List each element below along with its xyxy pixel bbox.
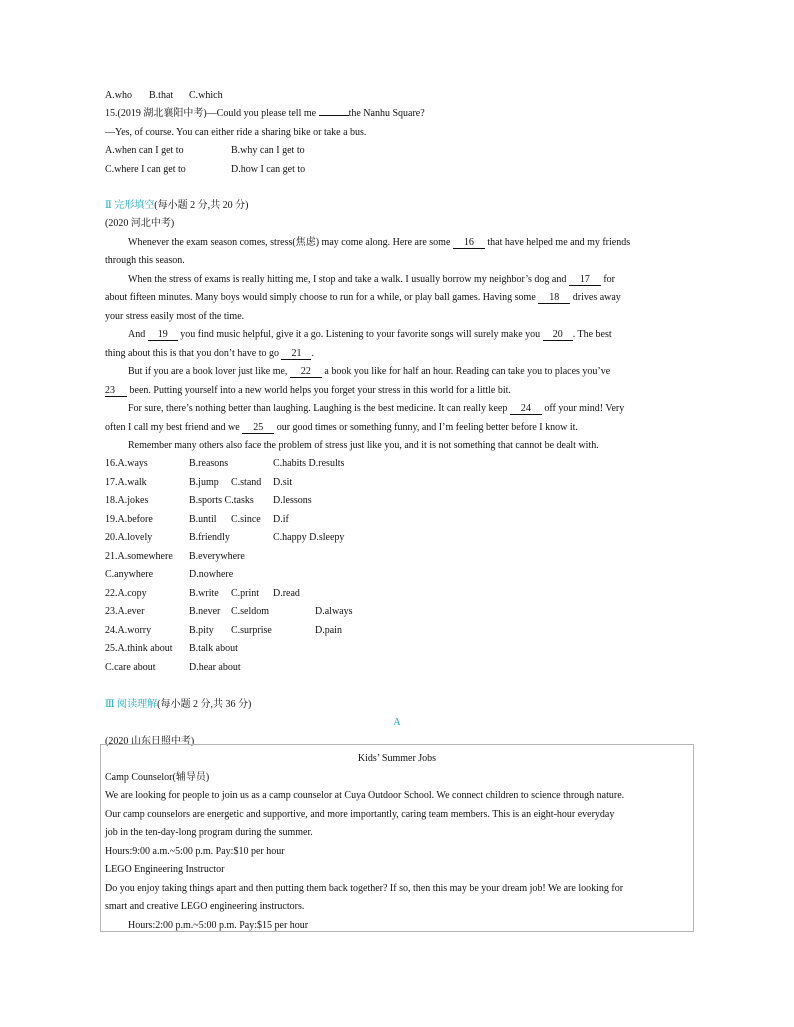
job-1-desc: Our camp counselors are energetic and supportive, and more importantly, caring team members. This is an eight-hour everyday — [105, 809, 615, 820]
option-19-c: C.since — [231, 514, 261, 525]
option-23-c: C.seldom — [231, 606, 270, 617]
passage-line: your stress easily most of the time. — [105, 311, 245, 322]
option-17-a: 17.A.walk — [105, 477, 147, 488]
blank-18: 18 — [538, 292, 570, 304]
box-title: Kids’ Summer Jobs — [357, 753, 437, 764]
blank-24: 24 — [510, 403, 542, 415]
passage-text: a book you like for half an hour. Reading can take you to places you’ve — [321, 366, 611, 377]
option-14-c: C.which — [189, 90, 223, 101]
passage-line — [105, 292, 621, 304]
section-2-score: (每小题 2 分,共 20 分) — [154, 200, 249, 211]
option-22-d: D.read — [273, 588, 300, 599]
option-19-a: 19.A.before — [105, 514, 153, 525]
option-24-c: C.surprise — [231, 625, 272, 636]
passage-line: Remember many others also face the problem of stress just like you, and it is not something that cannot be dealt with. — [128, 440, 599, 451]
option-23-a: 23.A.ever — [105, 606, 145, 617]
blank-21: 21 — [281, 348, 311, 360]
passage-text: When the stress of exams is really hitting me, I stop and take a walk. I usually borrow my neighbor’s dog and — [128, 274, 569, 285]
option-19-b: B.until — [189, 514, 217, 525]
job-2-hours: Hours:2:00 p.m.~5:00 p.m. Pay:$15 per hour — [128, 920, 309, 931]
option-25-a: 25.A.think about — [105, 643, 173, 654]
option-19-d: D.if — [273, 514, 289, 525]
passage-text: for — [600, 274, 616, 285]
option-22-b: B.write — [189, 588, 219, 599]
option-24-a: 24.A.worry — [105, 625, 152, 636]
passage-text: . The best — [572, 329, 612, 340]
passage-line — [105, 385, 511, 397]
option-15-d: D.how I can get to — [231, 164, 306, 175]
question-15-blank — [319, 115, 349, 116]
passage-text: about fifteen minutes. Many boys would simply choose to run for a while, or play ball games. Having some — [105, 292, 539, 303]
job-1-desc: We are looking for people to join us as a camp counselor at Cuya Outdoor School. We connect children to science through nature. — [105, 790, 625, 801]
job-2-desc: smart and creative LEGO engineering instructors. — [105, 901, 305, 912]
question-15-text-end: the Nanhu Square? — [348, 108, 425, 119]
passage-text: . — [311, 348, 314, 359]
blank-20: 20 — [543, 329, 573, 341]
passage-line: through this season. — [105, 255, 185, 266]
passage-text: you find music helpful, give it a go. Listening to your favorite songs will surely make you — [177, 329, 543, 340]
option-21-a: 21.A.somewhere — [105, 551, 173, 562]
passage-line — [128, 329, 612, 341]
job-1-title: Camp Counselor(辅导员) — [105, 772, 210, 783]
passage-text: been. Putting yourself into a new world helps you forget your stress in this world for a little bit. — [127, 385, 511, 396]
passage-text: our good times or something funny, and I’m feeling better before I know it. — [274, 422, 578, 433]
option-18-d: D.lessons — [273, 495, 312, 506]
passage-text: Whenever the exam season comes, stress(焦虑) may come along. Here are some — [128, 237, 453, 248]
option-22-a: 22.A.copy — [105, 588, 147, 599]
section-3-part-label: A — [393, 717, 401, 728]
passage-line — [128, 237, 630, 249]
option-18-a: 18.A.jokes — [105, 495, 149, 506]
option-17-d: D.sit — [273, 477, 293, 488]
passage-line — [128, 274, 615, 286]
option-20-b: B.friendly — [189, 532, 230, 543]
question-15-text: 15.(2019 湖北襄阳中考)—Could you please tell me — [105, 108, 319, 119]
option-15-a: A.when can I get to — [105, 145, 184, 156]
blank-22: 22 — [290, 366, 322, 378]
blank-25: 25 — [242, 422, 274, 434]
option-18-bc: B.sports C.tasks — [189, 495, 254, 506]
job-2-desc: Do you enjoy taking things apart and then putting them back together? If so, then this may be your dream job! We are looking for — [105, 883, 624, 894]
option-23-b: B.never — [189, 606, 221, 617]
option-21-b: B.everywhere — [189, 551, 245, 562]
option-15-c: C.where I can get to — [105, 164, 186, 175]
passage-text: And — [128, 329, 148, 340]
option-14-b: B.that — [149, 90, 174, 101]
passage-line — [128, 403, 624, 415]
blank-23: 23 — [105, 385, 127, 397]
option-24-b: B.pity — [189, 625, 214, 636]
option-17-b: B.jump — [189, 477, 219, 488]
blank-19: 19 — [148, 329, 178, 341]
option-21-c: C.anywhere — [105, 569, 154, 580]
section-3-score: (每小题 2 分,共 36 分) — [157, 699, 252, 710]
option-21-d: D.nowhere — [189, 569, 234, 580]
passage-text: But if you are a book lover just like me, — [128, 366, 290, 377]
option-20-cd: C.happy D.sleepy — [273, 532, 345, 543]
passage-line — [128, 366, 610, 378]
option-16-a: 16.A.ways — [105, 458, 148, 469]
passage-text: thing about this is that you don’t have to go — [105, 348, 282, 359]
section-3-heading — [105, 699, 251, 711]
passage-text: off your mind! Very — [541, 403, 625, 414]
option-25-b: B.talk about — [189, 643, 238, 654]
job-1-hours: Hours:9:00 a.m.~5:00 p.m. Pay:$10 per hour — [105, 846, 285, 857]
option-20-a: 20.A.lovely — [105, 532, 153, 543]
question-15-reply: —Yes, of course. You can either ride a sharing bike or take a bus. — [105, 127, 367, 138]
option-16-b: B.reasons — [189, 458, 229, 469]
passage-text: often I call my best friend and we — [105, 422, 243, 433]
option-25-c: C.care about — [105, 662, 156, 673]
option-23-d: D.always — [315, 606, 353, 617]
passage-text: drives away — [570, 292, 621, 303]
section-2-source: (2020 河北中考) — [105, 218, 175, 229]
blank-16: 16 — [453, 237, 485, 249]
option-17-c: C.stand — [231, 477, 262, 488]
question-15-stem — [105, 108, 425, 120]
section-2-heading — [105, 200, 248, 212]
job-2-title: LEGO Engineering Instructor — [105, 864, 225, 875]
blank-17: 17 — [569, 274, 601, 286]
option-22-c: C.print — [231, 588, 260, 599]
job-1-desc: job in the ten-day-long program during the summer. — [105, 827, 313, 838]
section-3-numeral: Ⅲ — [105, 699, 115, 710]
option-25-d: D.hear about — [189, 662, 241, 673]
option-15-b: B.why can I get to — [231, 145, 305, 156]
option-16-cd: C.habits D.results — [273, 458, 345, 469]
section-2-numeral: Ⅱ — [105, 200, 112, 211]
passage-text: For sure, there’s nothing better than laughing. Laughing is the best medicine. It can really keep — [128, 403, 510, 414]
section-3-source: (2020 山东日照中考) — [105, 736, 195, 747]
passage-line — [105, 348, 314, 360]
passage-text: that have helped me and my friends — [484, 237, 631, 248]
passage-line — [105, 422, 578, 434]
option-24-d: D.pain — [315, 625, 342, 636]
option-14-a: A.who — [105, 90, 132, 101]
section-3-name: 阅读理解 — [117, 699, 158, 710]
section-2-name: 完形填空 — [114, 200, 155, 211]
